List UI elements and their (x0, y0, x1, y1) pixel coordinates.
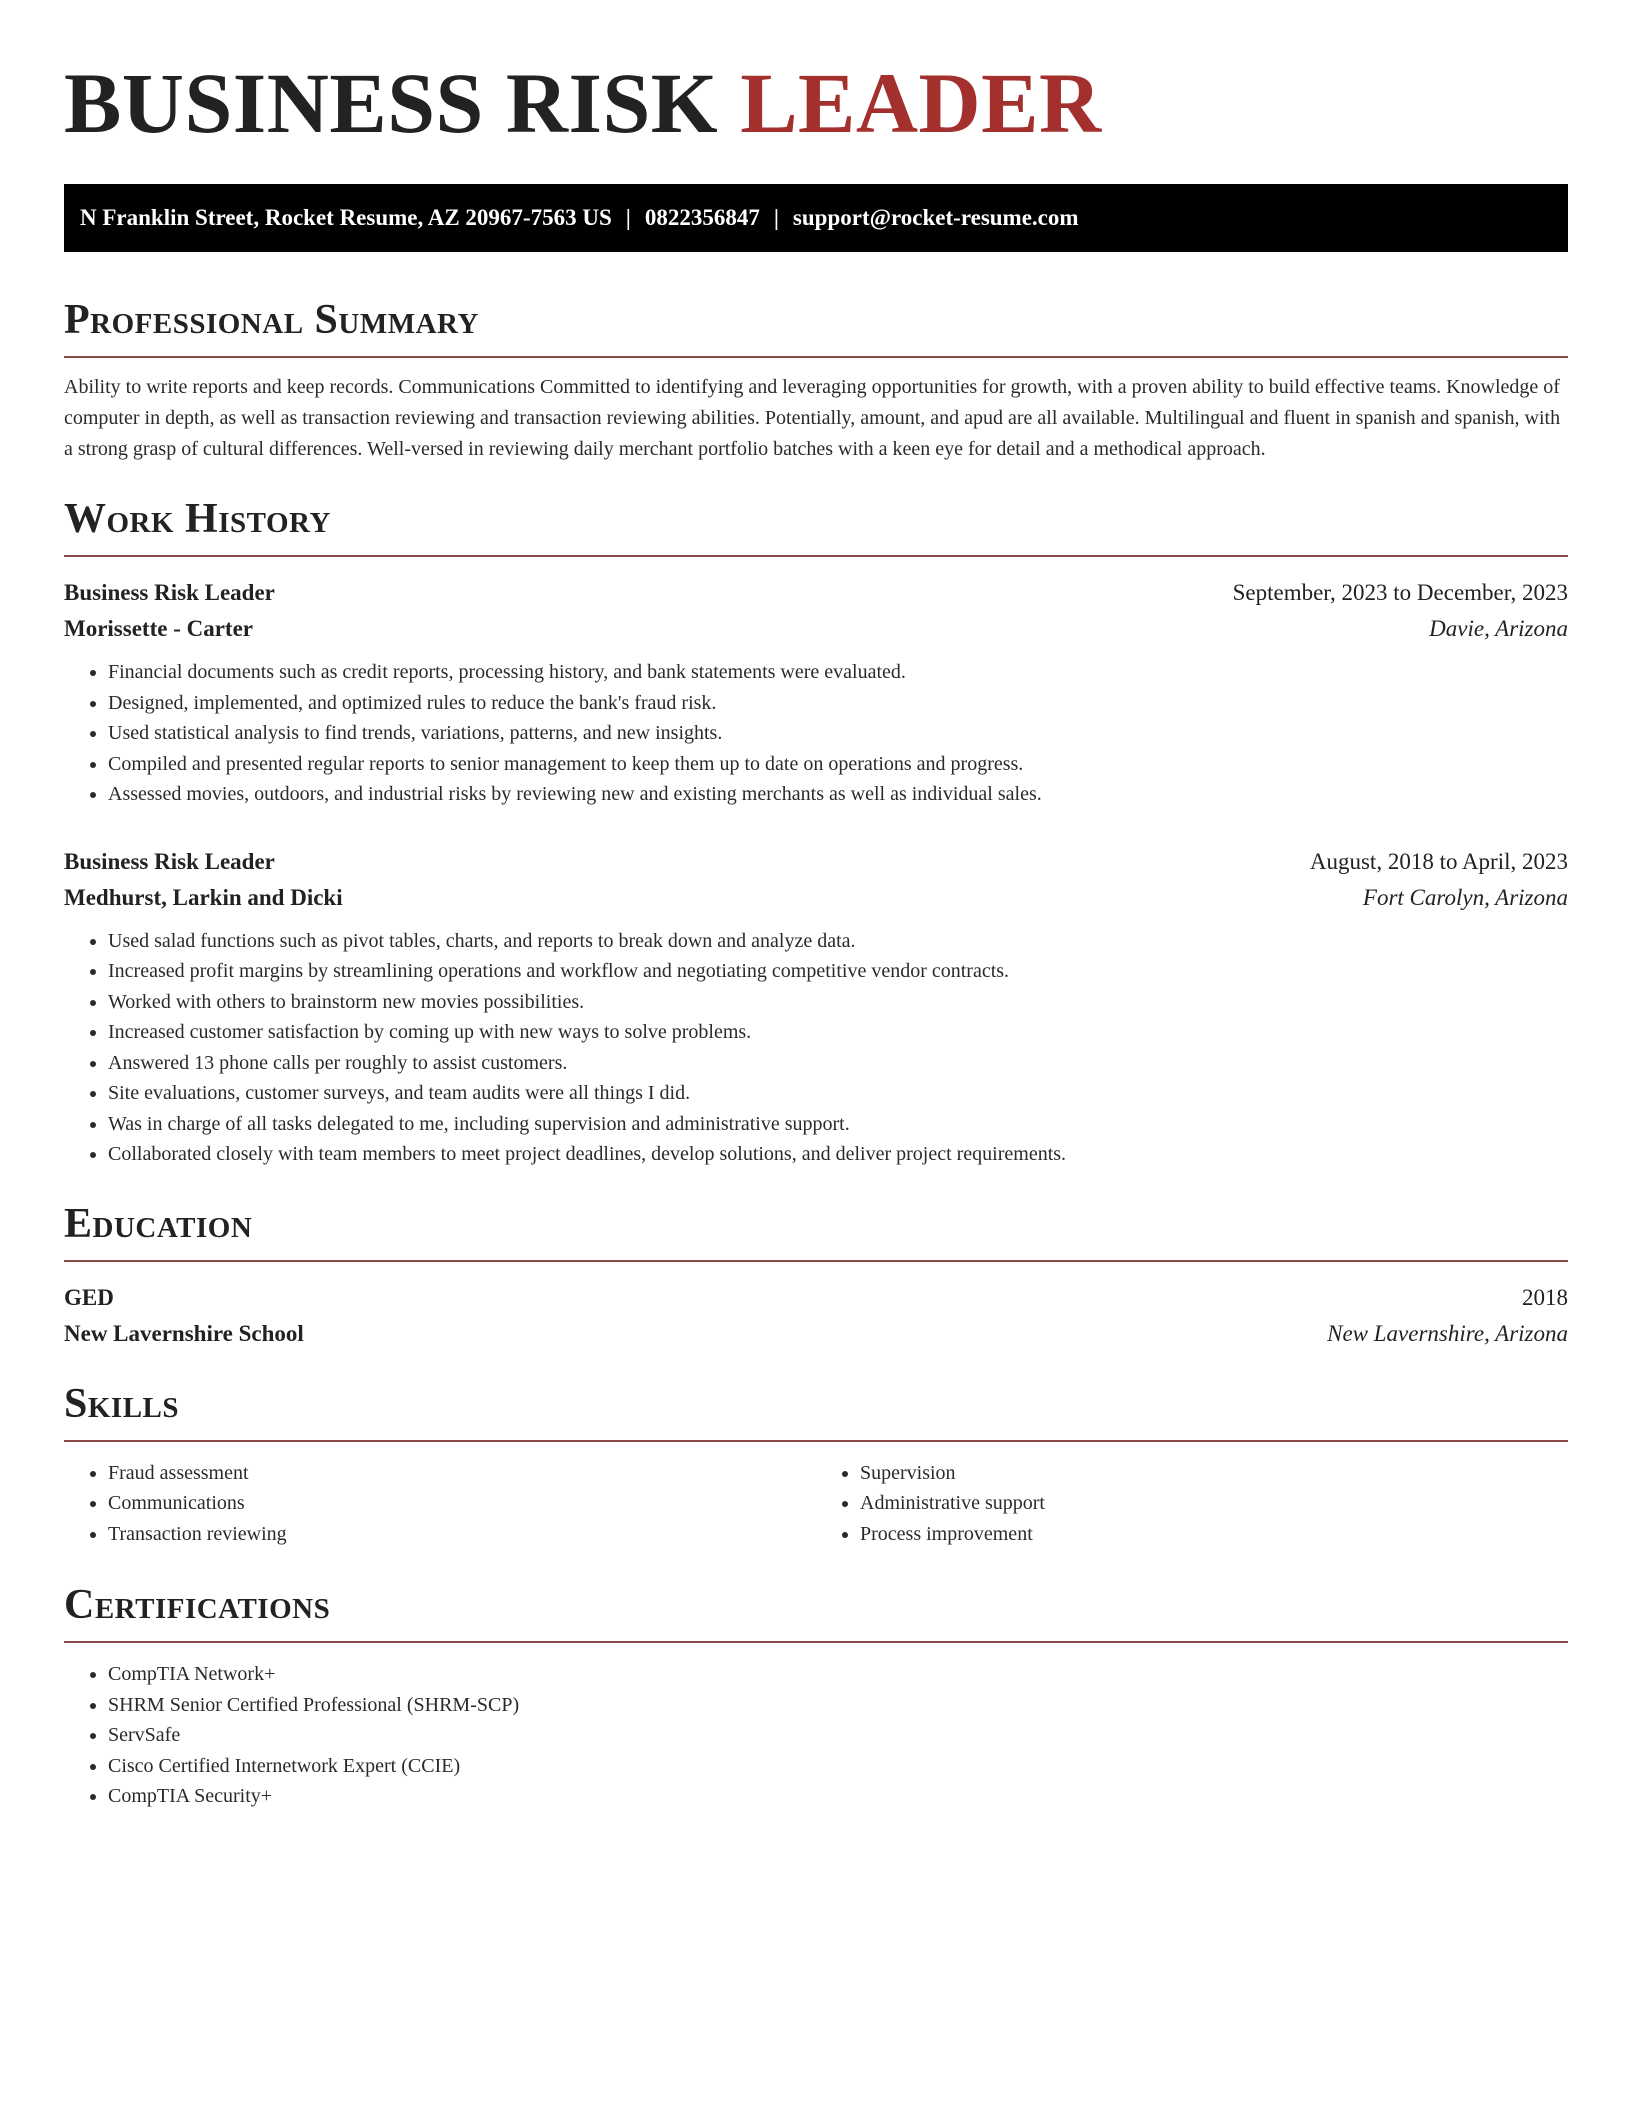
name-part-accent: LEADER (740, 55, 1102, 151)
education-school: New Lavernshire School (64, 1320, 304, 1346)
skill-item: • Communications (108, 1488, 816, 1519)
section-divider (64, 1641, 1568, 1643)
job-title: Business Risk Leader (64, 580, 275, 605)
certification-item: • CompTIA Network+ (108, 1659, 1568, 1690)
skill-item: • Fraud assessment (108, 1458, 816, 1489)
job-entry (64, 844, 1568, 1170)
job-bullet: • Increased customer satisfaction by coming up with new ways to solve problems. (108, 1017, 1568, 1048)
skill-item: • Administrative support (860, 1488, 1568, 1519)
contact-email[interactable]: support@rocket-resume.com (792, 205, 1079, 230)
job-dates: September, 2023 to December, 2023 (1232, 580, 1568, 605)
job-bullet: • Compiled and presented regular reports to senior management to keep them up to date on operations and progress. (108, 749, 1568, 780)
skills-list-left (64, 1458, 816, 1550)
job-company: Medhurst, Larkin and Dicki (64, 884, 343, 910)
job-bullet: • Was in charge of all tasks delegated to me, including supervision and administrative support. (108, 1109, 1568, 1140)
skills-heading: Skills (64, 1380, 180, 1427)
name-part-main: BUSINESS RISK (64, 55, 719, 151)
contact-separator: | (773, 205, 779, 230)
education-section (64, 1198, 1568, 1352)
education-year: 2018 (1522, 1284, 1568, 1310)
section-divider (64, 555, 1568, 557)
job-title: Business Risk Leader (64, 848, 275, 874)
certifications-list (64, 1659, 1568, 1812)
job-title-row (64, 844, 1568, 880)
job-bullet: • Designed, implemented, and optimized rules to reduce the bank's fraud risk. (108, 688, 1568, 719)
summary-heading: Professional Summary (64, 297, 479, 343)
job-bullets (64, 926, 1568, 1170)
certifications-section (64, 1579, 1568, 1812)
work-history-section (64, 493, 1568, 1170)
certification-item: • SHRM Senior Certified Professional (SHRM-SCP) (108, 1690, 1568, 1721)
job-title-row (64, 575, 1568, 611)
job-bullet: • Collaborated closely with team members to meet project deadlines, develop solutions, and deliver project requirements. (108, 1139, 1568, 1170)
job-bullet: • Worked with others to brainstorm new movies possibilities. (108, 987, 1568, 1018)
job-entry (64, 575, 1568, 810)
contact-address: N Franklin Street, Rocket Resume, AZ 20967-7563 US (80, 205, 612, 230)
skill-item: • Transaction reviewing (108, 1519, 816, 1550)
job-location: Fort Carolyn, Arizona (1362, 884, 1568, 910)
skill-item: • Supervision (860, 1458, 1568, 1489)
education-school-row (64, 1316, 1568, 1352)
job-bullet: • Site evaluations, customer surveys, and team audits were all things I did. (108, 1078, 1568, 1109)
contact-bar (64, 184, 1568, 252)
job-bullet: • Answered 13 phone calls per roughly to assist customers. (108, 1048, 1568, 1079)
skills-section (64, 1378, 1568, 1550)
contact-separator: | (625, 205, 631, 230)
job-company: Morissette - Carter (64, 616, 253, 641)
skills-list-right (816, 1458, 1568, 1550)
job-bullet: • Used statistical analysis to find trends, variations, patterns, and new insights. (108, 718, 1568, 749)
certifications-heading: Certifications (64, 1582, 331, 1628)
work-history-heading: Work History (64, 496, 331, 542)
summary-section (64, 294, 1568, 465)
certification-item: • CompTIA Security+ (108, 1781, 1568, 1812)
job-bullet: • Used salad functions such as pivot tables, charts, and reports to break down and analyze data. (108, 926, 1568, 957)
job-company-row (64, 880, 1568, 916)
education-heading: Education (64, 1200, 253, 1247)
education-degree-row (64, 1280, 1568, 1316)
skill-item: • Process improvement (860, 1519, 1568, 1550)
section-divider (64, 356, 1568, 358)
job-dates: August, 2018 to April, 2023 (1309, 848, 1568, 874)
section-divider (64, 1440, 1568, 1442)
contact-phone: 0822356847 (644, 205, 760, 230)
job-bullet: • Assessed movies, outdoors, and industrial risks by reviewing new and existing merchants as well as individual sales. (108, 779, 1568, 810)
summary-text: Ability to write reports and keep records. Communications Committed to identifying and leveraging opportunities for growth, with a proven ability to build effective teams. Knowledge of computer in depth, as well as transaction reviewing and transaction reviewing abilities. Potentially, amount, and apud are all available. Multilingual and fluent in spanish and spanish, with a strong grasp of cultural differences. Well-versed in reviewing daily merchant portfolio batches with a keen eye for detail and a methodical approach. (64, 376, 1561, 460)
resume-name (64, 48, 1568, 158)
education-degree: GED (64, 1284, 114, 1310)
job-bullets (64, 657, 1568, 810)
certification-item: • ServSafe (108, 1720, 1568, 1751)
job-bullet: • Increased profit margins by streamlining operations and workflow and negotiating competitive vendor contracts. (108, 956, 1568, 987)
education-location: New Lavernshire, Arizona (1327, 1320, 1568, 1346)
education-entry (64, 1280, 1568, 1352)
skills-columns (64, 1458, 1568, 1550)
job-bullet: • Financial documents such as credit reports, processing history, and bank statements were evaluated. (108, 657, 1568, 688)
job-company-row (64, 611, 1568, 647)
certification-item: • Cisco Certified Internetwork Expert (CCIE) (108, 1751, 1568, 1782)
job-location: Davie, Arizona (1429, 616, 1568, 641)
section-divider (64, 1260, 1568, 1262)
